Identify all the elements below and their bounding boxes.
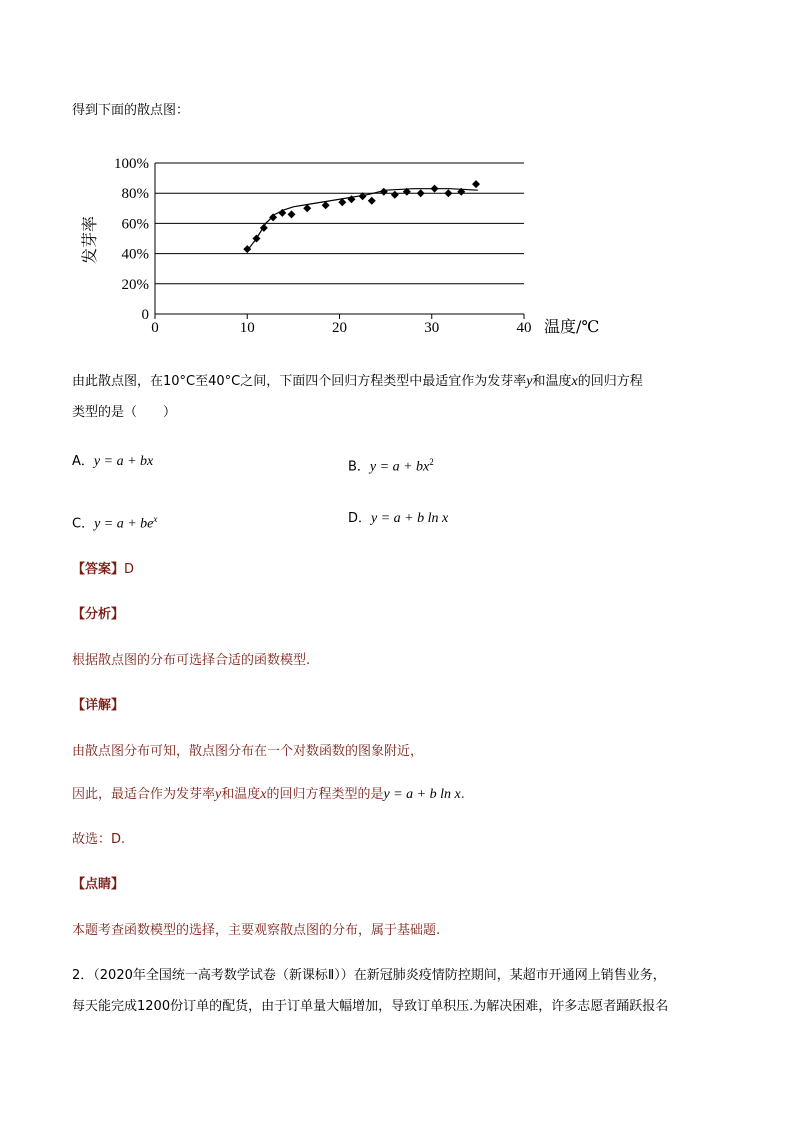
data-point [269,213,277,221]
analysis-text: 根据散点图的分布可选择合适的函数模型. [72,653,311,668]
comment-text: 本题考查函数模型的选择，主要观察散点图的分布，属于基础题. [72,923,441,938]
detail-heading: 【详解】 [72,698,125,713]
intro-text: 得到下面的散点图： [72,103,190,118]
x-axis-label: 温度/℃ [544,317,600,336]
x-tick-label: 20 [332,320,347,336]
choice-line: 故选：D. [72,832,126,847]
data-point [431,185,439,193]
option-a[interactable]: A．y = a + bx [72,454,154,469]
detail-line-1: 由散点图分布可知，散点图分布在一个对数函数的图象附近， [72,744,424,759]
data-point [417,189,425,197]
detail-line-2: 因此，最适合作为发芽率y和温度x的回归方程类型的是y = a + b ln x. [72,787,465,802]
y-tick-label: 60% [121,216,149,233]
data-point [472,180,480,188]
y-tick-label: 0 [141,307,149,323]
question-line-2: 类型的是（ ） [72,405,177,420]
question-2-line-1: 2．（2020年全国统一高考数学试卷（新课标Ⅱ））在新冠肺炎疫情防控期间，某超市开通网上销售业务， [72,968,666,983]
data-point [444,189,452,197]
data-point [288,210,296,218]
x-tick-label: 40 [516,320,532,336]
y-axis-label: 发芽率 [80,215,99,265]
y-tick-label: 20% [121,276,149,293]
option-c[interactable]: C．$y = a + be^x$ [72,514,158,532]
x-tick-label: 10 [239,320,255,336]
question-line-1: 由此散点图，在10°C至40°C之间，下面四个回归方程类型中最适宜作为发芽率y和温度x的回归方程 [72,374,643,389]
y-tick-label: 40% [121,246,149,263]
x-tick-label: 0 [151,320,159,336]
option-b[interactable]: B．$y = a + bx^2$ [348,457,434,475]
x-tick-label: 30 [424,320,440,336]
data-point [391,191,399,199]
data-point [380,188,388,196]
answer-line: 【答案】D [72,562,135,577]
scatter-chart [0,148,794,378]
data-point [368,197,376,205]
comment-heading: 【点睛】 [72,877,125,892]
option-d[interactable]: D．y = a + b ln x [348,511,449,526]
question-2-line-2: 每天能完成1200份订单的配货，由于订单量大幅增加，导致订单积压.为解决困难，许多志愿者踊跃报名 [72,999,669,1014]
y-tick-label: 80% [121,186,149,203]
y-tick-label: 100% [114,156,149,172]
analysis-heading: 【分析】 [72,607,125,622]
